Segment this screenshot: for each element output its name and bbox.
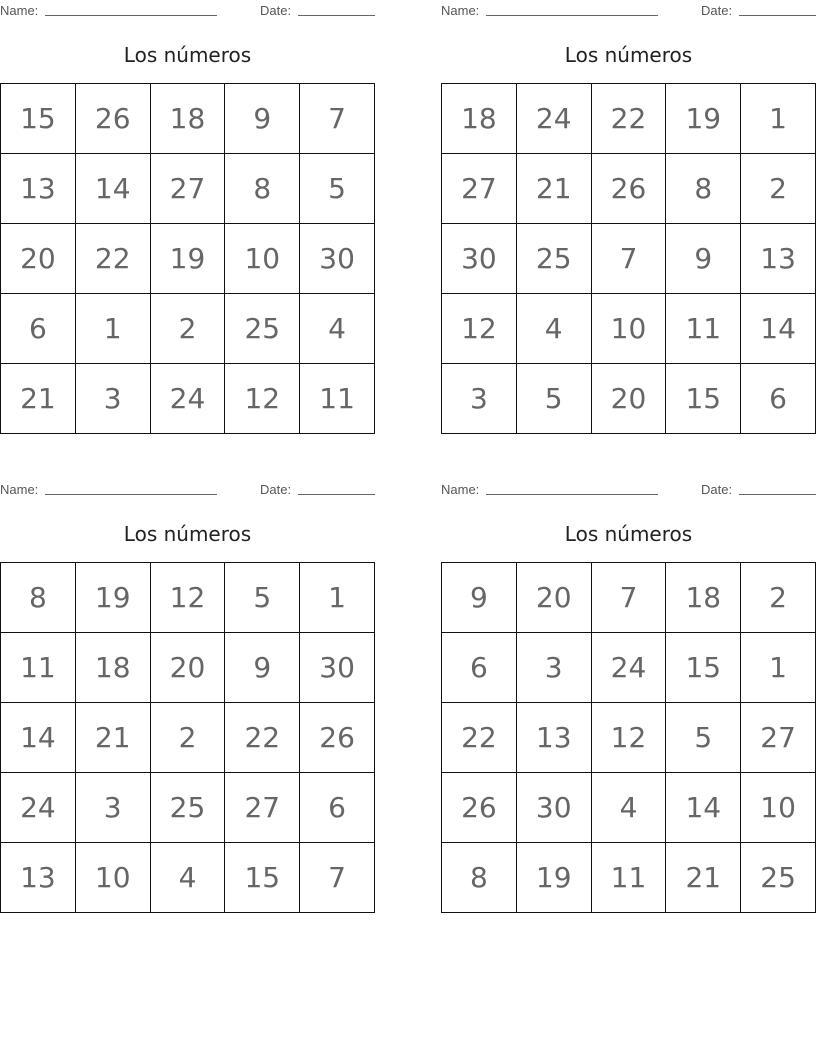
grid-cell: 30 [300,633,375,703]
number-grid [0,83,375,434]
date-line [739,15,816,16]
grid-cell: 24 [1,773,76,843]
grid-cell: 27 [442,154,517,224]
grid-cell: 5 [225,563,300,633]
grid-cell: 18 [666,563,741,633]
date-label: Date: [260,482,292,497]
grid-row [442,633,816,703]
worksheet-card-2 [441,0,816,415]
grid-cell: 10 [741,773,816,843]
grid-cell: 25 [150,773,225,843]
grid-cell: 13 [741,224,816,294]
grid-cell: 12 [591,703,666,773]
grid-cell: 8 [666,154,741,224]
grid-cell: 10 [591,294,666,364]
grid-cell: 7 [300,84,375,154]
grid-cell: 26 [442,773,517,843]
grid-cell: 4 [150,843,225,913]
grid-cell: 12 [225,364,300,434]
grid-cell: 12 [150,563,225,633]
grid-cell: 5 [300,154,375,224]
grid-cell: 30 [300,224,375,294]
grid-cell: 7 [591,224,666,294]
date-line [298,494,375,495]
grid-cell: 25 [516,224,591,294]
grid-cell: 21 [75,703,150,773]
grid-cell: 26 [75,84,150,154]
grid-row [1,84,375,154]
grid-cell: 18 [150,84,225,154]
date-label: Date: [701,482,733,497]
date-line [298,15,375,16]
grid-cell: 14 [1,703,76,773]
grid-cell: 25 [225,294,300,364]
card-header [0,479,375,501]
grid-cell: 6 [741,364,816,434]
grid-cell: 21 [1,364,76,434]
grid-cell: 3 [442,364,517,434]
grid-cell: 25 [741,843,816,913]
grid-cell: 4 [516,294,591,364]
grid-cell: 10 [75,843,150,913]
grid-cell: 26 [300,703,375,773]
grid-cell: 15 [666,633,741,703]
grid-cell: 26 [591,154,666,224]
grid-cell: 20 [591,364,666,434]
grid-cell: 4 [300,294,375,364]
grid-cell: 11 [1,633,76,703]
grid-row [1,773,375,843]
grid-cell: 14 [666,773,741,843]
grid-cell: 8 [442,843,517,913]
name-label: Name: [441,3,480,18]
grid-cell: 22 [442,703,517,773]
grid-cell: 9 [666,224,741,294]
grid-cell: 20 [1,224,76,294]
grid-cell: 15 [225,843,300,913]
grid-cell: 27 [741,703,816,773]
grid-cell: 30 [516,773,591,843]
name-label: Name: [0,482,39,497]
grid-cell: 22 [591,84,666,154]
grid-cell: 19 [75,563,150,633]
grid-cell: 6 [300,773,375,843]
grid-cell: 10 [225,224,300,294]
grid-row [1,154,375,224]
date-label: Date: [701,3,733,18]
name-label: Name: [0,3,39,18]
grid-cell: 3 [75,364,150,434]
grid-row [442,364,816,434]
name-line [486,15,658,16]
name-line [45,15,217,16]
grid-row [442,294,816,364]
card-title: Los números [564,522,693,546]
worksheet-card-1 [0,0,375,415]
grid-cell: 24 [516,84,591,154]
grid-row [442,843,816,913]
grid-cell: 13 [516,703,591,773]
grid-cell: 2 [741,563,816,633]
grid-cell: 1 [300,563,375,633]
number-grid [441,562,816,913]
grid-row [442,773,816,843]
grid-cell: 18 [75,633,150,703]
grid-row [442,154,816,224]
grid-cell: 20 [150,633,225,703]
number-grid [0,562,375,913]
name-line [486,494,658,495]
grid-cell: 3 [75,773,150,843]
grid-cell: 9 [225,84,300,154]
grid-cell: 15 [1,84,76,154]
grid-cell: 14 [75,154,150,224]
grid-cell: 6 [442,633,517,703]
grid-cell: 22 [75,224,150,294]
card-header [441,0,816,22]
grid-cell: 2 [150,294,225,364]
grid-cell: 8 [225,154,300,224]
grid-cell: 13 [1,154,76,224]
grid-cell: 5 [666,703,741,773]
card-header [441,479,816,501]
grid-row [1,294,375,364]
grid-cell: 18 [442,84,517,154]
grid-cell: 24 [591,633,666,703]
grid-cell: 2 [150,703,225,773]
grid-cell: 2 [741,154,816,224]
grid-cell: 13 [1,843,76,913]
grid-cell: 5 [516,364,591,434]
grid-cell: 20 [516,563,591,633]
grid-cell: 3 [516,633,591,703]
grid-cell: 27 [150,154,225,224]
grid-cell: 9 [225,633,300,703]
worksheet-card-3 [0,479,375,894]
grid-cell: 14 [741,294,816,364]
grid-cell: 22 [225,703,300,773]
grid-cell: 9 [442,563,517,633]
grid-cell: 27 [225,773,300,843]
worksheet-card-4 [441,479,816,894]
grid-cell: 19 [150,224,225,294]
grid-cell: 21 [516,154,591,224]
grid-cell: 11 [591,843,666,913]
grid-row [1,224,375,294]
grid-cell: 19 [666,84,741,154]
grid-row [442,703,816,773]
grid-row [1,843,375,913]
grid-row [1,633,375,703]
grid-cell: 11 [666,294,741,364]
grid-row [1,364,375,434]
grid-cell: 7 [300,843,375,913]
grid-cell: 1 [741,84,816,154]
card-title: Los números [564,43,693,67]
grid-row [1,563,375,633]
grid-row [442,224,816,294]
grid-cell: 1 [741,633,816,703]
card-header [0,0,375,22]
grid-row [1,703,375,773]
grid-cell: 21 [666,843,741,913]
grid-cell: 11 [300,364,375,434]
grid-cell: 8 [1,563,76,633]
grid-cell: 19 [516,843,591,913]
grid-cell: 6 [1,294,76,364]
grid-cell: 4 [591,773,666,843]
name-line [45,494,217,495]
grid-cell: 12 [442,294,517,364]
grid-cell: 7 [591,563,666,633]
date-label: Date: [260,3,292,18]
number-grid [441,83,816,434]
date-line [739,494,816,495]
grid-cell: 1 [75,294,150,364]
grid-row [442,563,816,633]
grid-row [442,84,816,154]
grid-cell: 24 [150,364,225,434]
card-title: Los números [123,522,252,546]
name-label: Name: [441,482,480,497]
card-title: Los números [123,43,252,67]
grid-cell: 15 [666,364,741,434]
grid-cell: 30 [442,224,517,294]
